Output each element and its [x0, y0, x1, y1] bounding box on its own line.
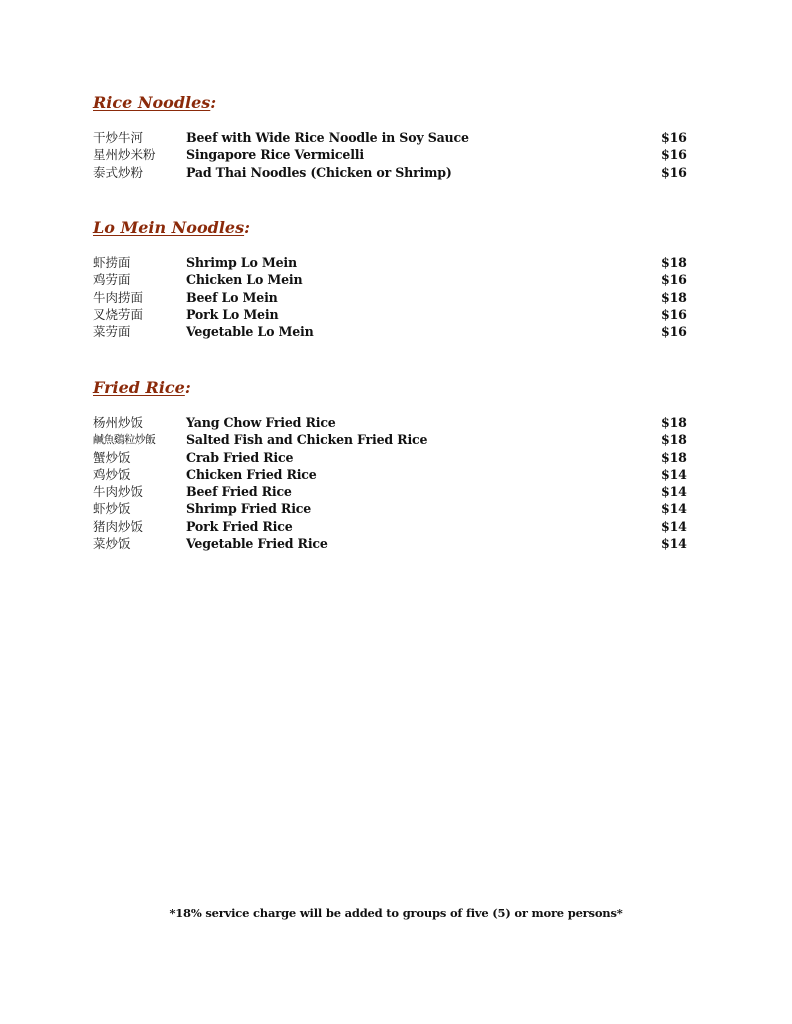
menu-item — [93, 254, 693, 271]
menu-item — [93, 289, 693, 306]
menu-item — [93, 129, 693, 146]
item-english-name: Shrimp Lo Mein — [186, 255, 297, 270]
item-price: $18 — [661, 255, 687, 270]
item-price: $14 — [661, 501, 687, 517]
item-english-name: Vegetable Lo Mein — [186, 324, 314, 340]
item-english-name: Salted Fish and Chicken Fried Rice — [186, 432, 428, 448]
item-chinese-name: 菜劳面 — [93, 324, 131, 340]
menu-items — [93, 254, 693, 340]
item-price: $18 — [661, 432, 687, 448]
item-price: $16 — [661, 272, 687, 288]
item-chinese-name: 星州炒米粉 — [93, 147, 156, 163]
item-english-name: Vegetable Fried Rice — [186, 536, 328, 552]
item-chinese-name: 杨州炒饭 — [93, 415, 144, 430]
item-chinese-name: 猪肉炒饭 — [93, 518, 144, 534]
menu-item — [93, 449, 693, 466]
item-english-name: Pork Fried Rice — [186, 518, 293, 534]
item-chinese-name: 干炒牛河 — [93, 130, 144, 145]
item-price: $14 — [661, 518, 687, 534]
item-chinese-name: 虾炒饭 — [93, 501, 131, 517]
item-chinese-name: 鸡炒饭 — [93, 466, 131, 482]
item-price: $16 — [661, 324, 687, 340]
item-chinese-name: 牛肉炒饭 — [93, 484, 144, 500]
section-title: Rice Noodles: — [93, 93, 217, 112]
item-price: $14 — [661, 484, 687, 500]
item-price: $14 — [661, 466, 687, 482]
item-price: $18 — [661, 449, 687, 465]
item-chinese-name: 虾捞面 — [93, 255, 131, 270]
menu-item — [93, 271, 693, 288]
menu-item — [93, 323, 693, 340]
item-english-name: Pad Thai Noodles (Chicken or Shrimp) — [186, 164, 452, 180]
item-chinese-name: 泰式炒粉 — [93, 164, 144, 180]
item-english-name: Beef with Wide Rice Noodle in Soy Sauce — [186, 130, 469, 145]
item-english-name: Chicken Lo Mein — [186, 272, 303, 288]
menu-item — [93, 414, 693, 431]
item-chinese-name: 牛肉捞面 — [93, 289, 144, 305]
item-english-name: Shrimp Fried Rice — [186, 501, 312, 517]
item-english-name: Singapore Rice Vermicelli — [186, 147, 364, 163]
menu-item — [93, 306, 693, 323]
menu-item — [93, 146, 693, 163]
item-price: $18 — [661, 415, 687, 430]
item-price: $18 — [661, 289, 687, 305]
section-title: Fried Rice: — [93, 378, 191, 397]
item-english-name: Chicken Fried Rice — [186, 466, 317, 482]
item-chinese-name: 蟹炒饭 — [93, 449, 131, 465]
section-rice-noodles — [93, 92, 693, 181]
section-title: Lo Mein Noodles: — [93, 218, 250, 237]
item-english-name: Beef Fried Rice — [186, 484, 292, 500]
item-price: $16 — [661, 147, 687, 163]
item-price: $14 — [661, 536, 687, 552]
menu-item — [93, 483, 693, 500]
item-chinese-name: 鹹魚鷄粒炒飯 — [93, 433, 156, 447]
menu-items — [93, 129, 693, 181]
menu-item — [93, 431, 693, 448]
menu-item — [93, 466, 693, 483]
menu-item — [93, 535, 693, 552]
item-price: $16 — [661, 164, 687, 180]
service-charge-note: *18% service charge will be added to groups of five (5) or more persons* — [169, 906, 623, 920]
menu-item — [93, 518, 693, 535]
item-english-name: Yang Chow Fried Rice — [186, 415, 336, 430]
menu-item — [93, 500, 693, 517]
section-fried-rice — [93, 377, 693, 552]
item-chinese-name: 叉烧劳面 — [93, 306, 144, 322]
item-chinese-name: 菜炒饭 — [93, 536, 131, 552]
item-english-name: Crab Fried Rice — [186, 449, 294, 465]
menu-item — [93, 164, 693, 181]
item-chinese-name: 鸡劳面 — [93, 272, 131, 288]
item-english-name: Beef Lo Mein — [186, 289, 278, 305]
item-english-name: Pork Lo Mein — [186, 306, 279, 322]
item-price: $16 — [661, 130, 687, 145]
menu-items — [93, 414, 693, 552]
section-lo-mein-noodles — [93, 217, 693, 340]
item-price: $16 — [661, 306, 687, 322]
